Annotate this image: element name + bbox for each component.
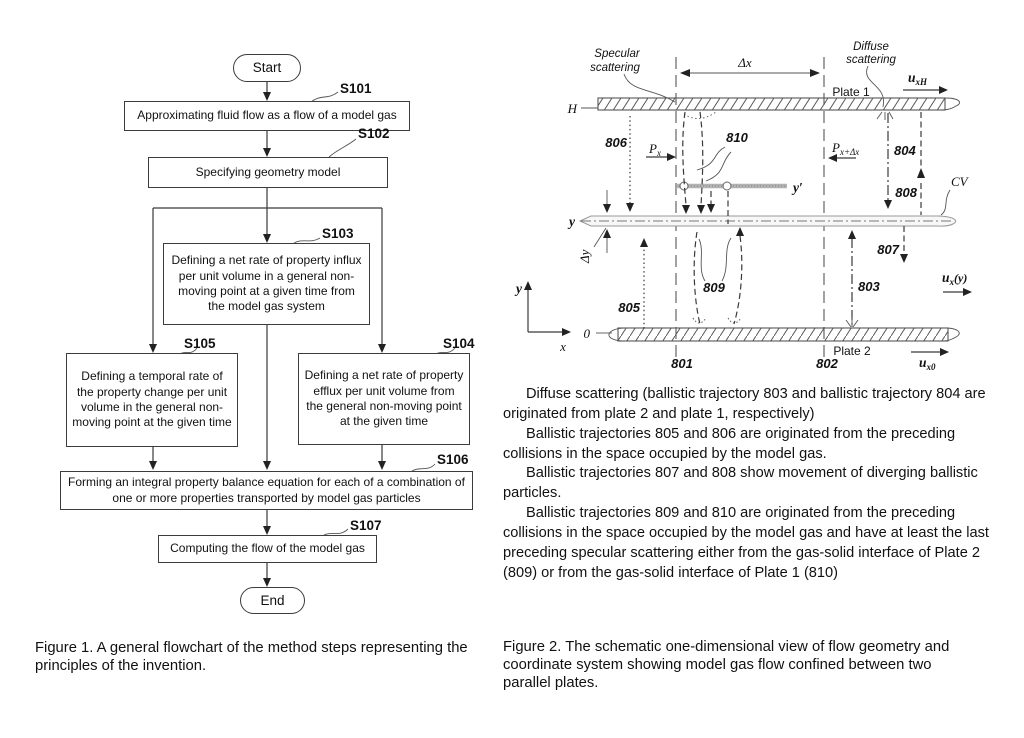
trajectory-810 <box>682 112 749 224</box>
coordinate-axes <box>514 281 571 354</box>
trajectory-803 <box>846 230 880 327</box>
ref-803: 803 <box>858 279 880 294</box>
diffuse-marks-plate1 <box>877 112 893 120</box>
specular-marks-plate2 <box>693 318 741 323</box>
flow-end-node: End <box>240 587 305 614</box>
note-805-806: Ballistic trajectories 805 and 806 are originated from the preceding collisions in the space occupied by the model gas. <box>503 425 956 462</box>
diffuse-marks-plate2 <box>846 317 858 327</box>
tag-s103: S103 <box>322 226 354 241</box>
trajectory-805 <box>618 238 648 331</box>
figure2-notes <box>503 385 1015 583</box>
figure1-caption: Figure 1. A general flowchart of the method steps representing the principles of the invention. <box>35 640 468 674</box>
u-xy-label: $u_x(y)$ <box>942 270 968 287</box>
specular-line2: scattering <box>590 62 640 74</box>
flow-step-s103: Defining a net rate of property influx per unit volume in a general non-moving point at a given time from the model gas system <box>163 243 370 325</box>
diffuse-line2: scattering <box>846 54 896 66</box>
dy-dimension <box>577 190 611 264</box>
dx-label: Δx <box>738 55 752 70</box>
trajectory-808 <box>895 112 925 215</box>
pressure-px <box>646 141 676 161</box>
plate2-label: Plate 2 <box>833 344 871 358</box>
flow-step-s104: Defining a net rate of property efflux per unit volume from the general non-moving point at the given time <box>298 353 470 445</box>
specular-line1: Specular <box>594 48 640 60</box>
ref-810: 810 <box>726 130 748 145</box>
ref-801: 801 <box>671 356 693 371</box>
ref-809: 809 <box>703 280 725 295</box>
tag-s107: S107 <box>350 518 382 533</box>
origin-label: 0 <box>583 326 590 341</box>
trajectory-806 <box>605 116 634 212</box>
ref-806: 806 <box>605 135 627 150</box>
diffuse-line1: Diffuse <box>853 41 889 53</box>
trajectory-807 <box>877 226 908 263</box>
H-label: H <box>567 101 577 116</box>
px-label: $P_x$ <box>649 141 661 158</box>
tag-s104: S104 <box>443 336 475 351</box>
y-axis-label: y <box>516 281 522 296</box>
plate1-label: Plate 1 <box>832 85 870 99</box>
flow-step-s102: Specifying geometry model <box>148 157 388 188</box>
ref-802: 802 <box>816 356 838 371</box>
ref-808: 808 <box>895 185 917 200</box>
note-809-810: Ballistic trajectories 809 and 810 are originated from the preceding collisions in the space occupied by the model gas and have at least the last preceding specular scattering either from the gas-solid interface of Plate 2 (809) or from the gas-solid interface of Plate 1 (810) <box>503 505 989 581</box>
u-xH-velocity <box>903 70 948 94</box>
dx-dimension <box>680 55 820 77</box>
note-807-808: Ballistic trajectories 807 and 808 show movement of diverging ballistic particles. <box>503 465 978 502</box>
u-x-of-y-velocity <box>942 270 972 296</box>
trajectory-809 <box>693 227 744 324</box>
x-axis-label: x <box>560 339 566 354</box>
plate-1 <box>567 85 960 116</box>
u-x0-label: $u_{x0}$ <box>919 355 936 372</box>
ref-804: 804 <box>894 143 916 158</box>
control-volume-band <box>567 174 970 229</box>
dy-label: Δy <box>577 249 592 263</box>
tag-s102: S102 <box>358 126 390 141</box>
y-prime-line <box>676 180 803 195</box>
ref-807: 807 <box>877 242 899 257</box>
u-x0-velocity <box>911 348 949 372</box>
tag-s105: S105 <box>184 336 216 351</box>
pressure-pxdx <box>828 140 859 162</box>
figure2-diagram <box>515 30 1020 375</box>
flow-step-s105: Defining a temporal rate of the property change per unit volume in the general non-moving point at the given time <box>66 353 238 447</box>
note-diffuse: Diffuse scattering (ballistic trajectory 803 and ballistic trajectory 804 are originated from plate 2 and plate 1, respectively) <box>503 386 986 422</box>
pxdx-label: $P_{x+\Delta x}$ <box>832 140 860 157</box>
flow-step-s106: Forming an integral property balance equation for each of a combination of one or more properties transported by model gas particles <box>60 471 473 510</box>
tag-s106: S106 <box>437 452 469 467</box>
u-xH-label: $u_{xH}$ <box>908 70 928 87</box>
cv-label: CV <box>951 174 968 189</box>
flow-step-s101: Approximating fluid flow as a flow of a model gas <box>124 101 410 131</box>
y-band-label: y <box>569 214 575 229</box>
flow-step-s107: Computing the flow of the model gas <box>158 535 377 563</box>
tag-s101: S101 <box>340 81 372 96</box>
ref-805: 805 <box>618 300 640 315</box>
plate-2 <box>584 326 960 371</box>
flow-start-node: Start <box>233 54 301 82</box>
y-prime-label: y′ <box>793 180 803 195</box>
figure2-caption: Figure 2. The schematic one-dimensional view of flow geometry and coordinate system showing model gas flow confined between two parallel plates. <box>503 639 950 691</box>
